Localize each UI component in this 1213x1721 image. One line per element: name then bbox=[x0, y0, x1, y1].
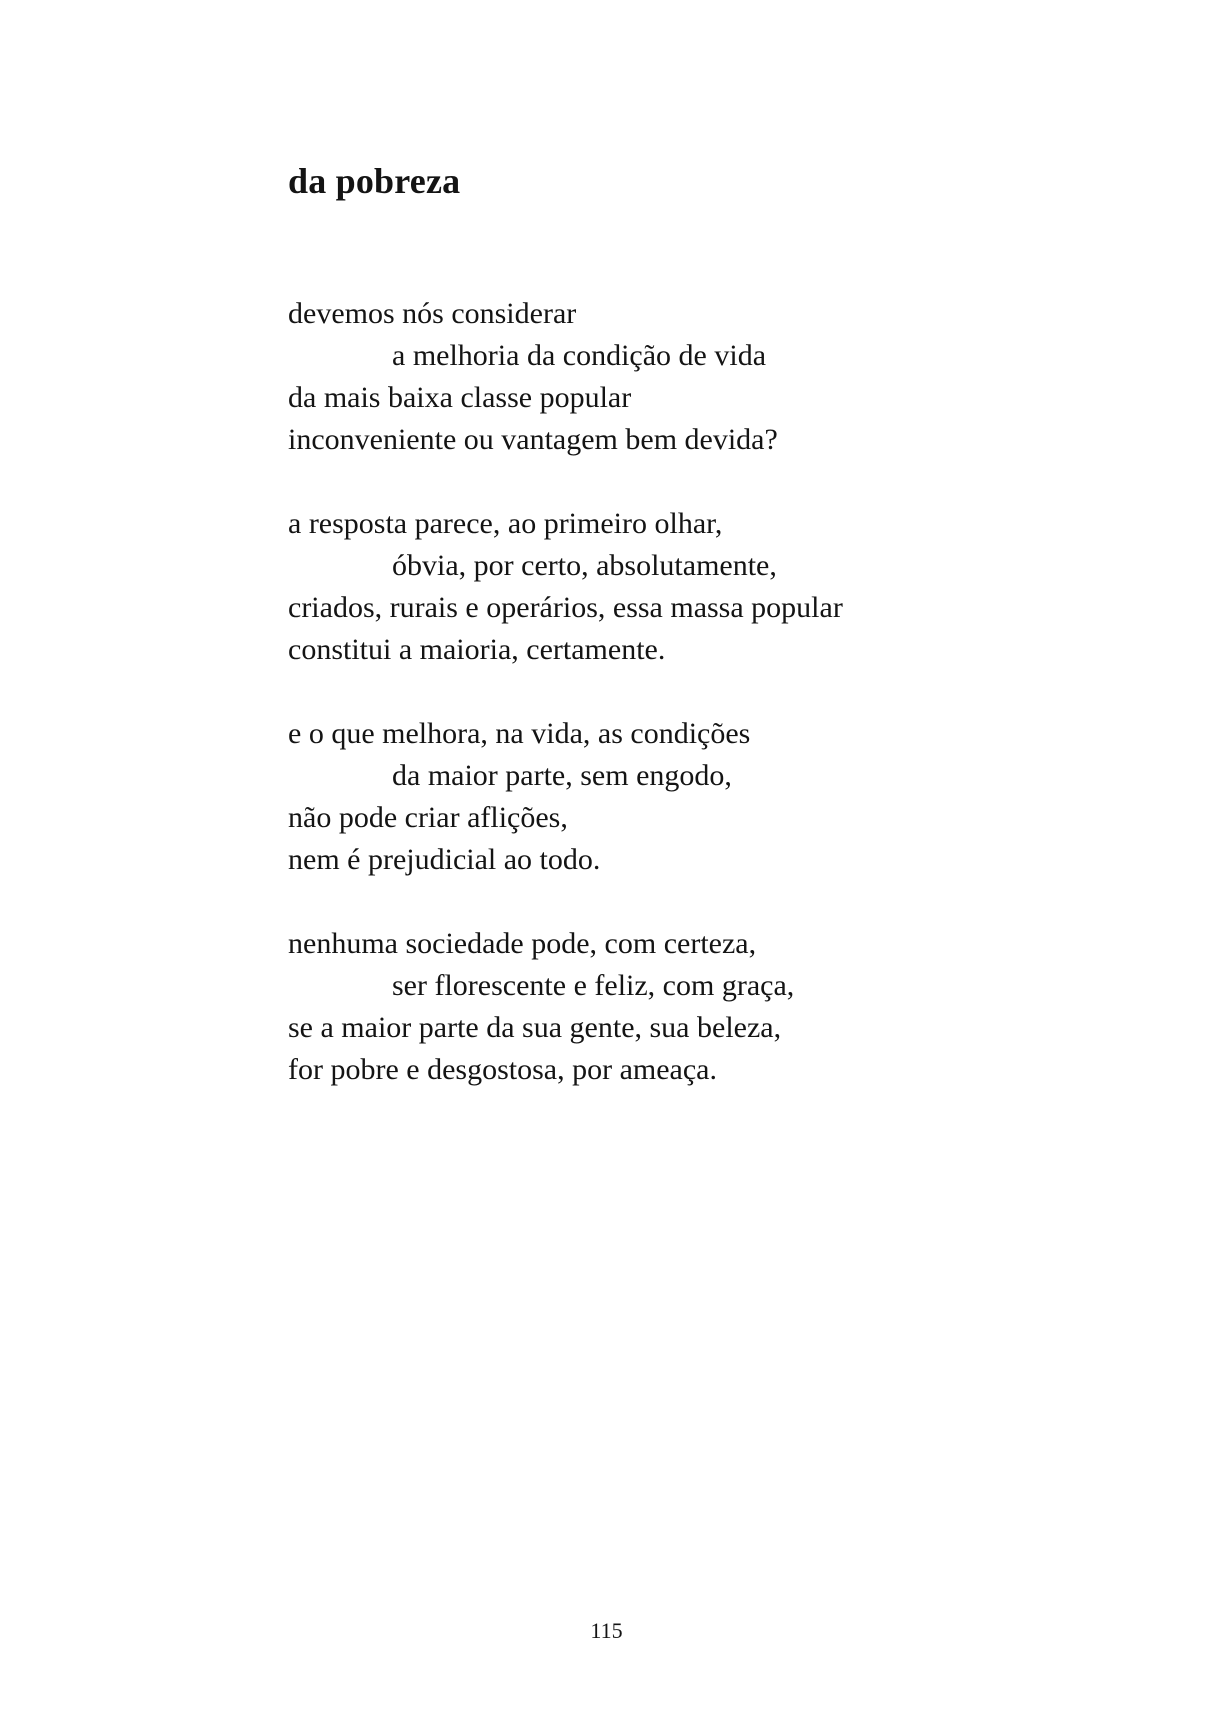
verse-line-indented: da maior parte, sem engodo, bbox=[392, 759, 732, 792]
verse-line: da mais baixa classe popular bbox=[288, 381, 632, 414]
verse-line: a resposta parece, ao primeiro olhar, bbox=[288, 507, 723, 540]
verse-line: nenhuma sociedade pode, com certeza, bbox=[288, 927, 757, 960]
poem-title: da pobreza bbox=[288, 161, 461, 201]
verse-line: e o que melhora, na vida, as condições bbox=[288, 717, 751, 750]
page-number: 115 bbox=[590, 1618, 623, 1643]
verse-line: inconveniente ou vantagem bem devida? bbox=[288, 423, 778, 456]
stanza-4 bbox=[288, 923, 1048, 1091]
verse-line: devemos nós considerar bbox=[288, 297, 577, 330]
verse-line-indented: óbvia, por certo, absolutamente, bbox=[392, 549, 777, 582]
stanza-3 bbox=[288, 713, 1048, 881]
stanza-2 bbox=[288, 503, 1048, 671]
verse-line: não pode criar aflições, bbox=[288, 801, 568, 834]
verse-line-indented: ser florescente e feliz, com graça, bbox=[392, 969, 795, 1002]
verse-line: nem é prejudicial ao todo. bbox=[288, 843, 601, 876]
verse-line: se a maior parte da sua gente, sua beleza, bbox=[288, 1011, 782, 1044]
verse-line: for pobre e desgostosa, por ameaça. bbox=[288, 1053, 717, 1086]
verse-line: constitui a maioria, certamente. bbox=[288, 633, 666, 666]
stanza-1 bbox=[288, 293, 1048, 461]
verse-line-indented: a melhoria da condição de vida bbox=[392, 339, 767, 372]
verse-line: criados, rurais e operários, essa massa popular bbox=[288, 591, 843, 624]
